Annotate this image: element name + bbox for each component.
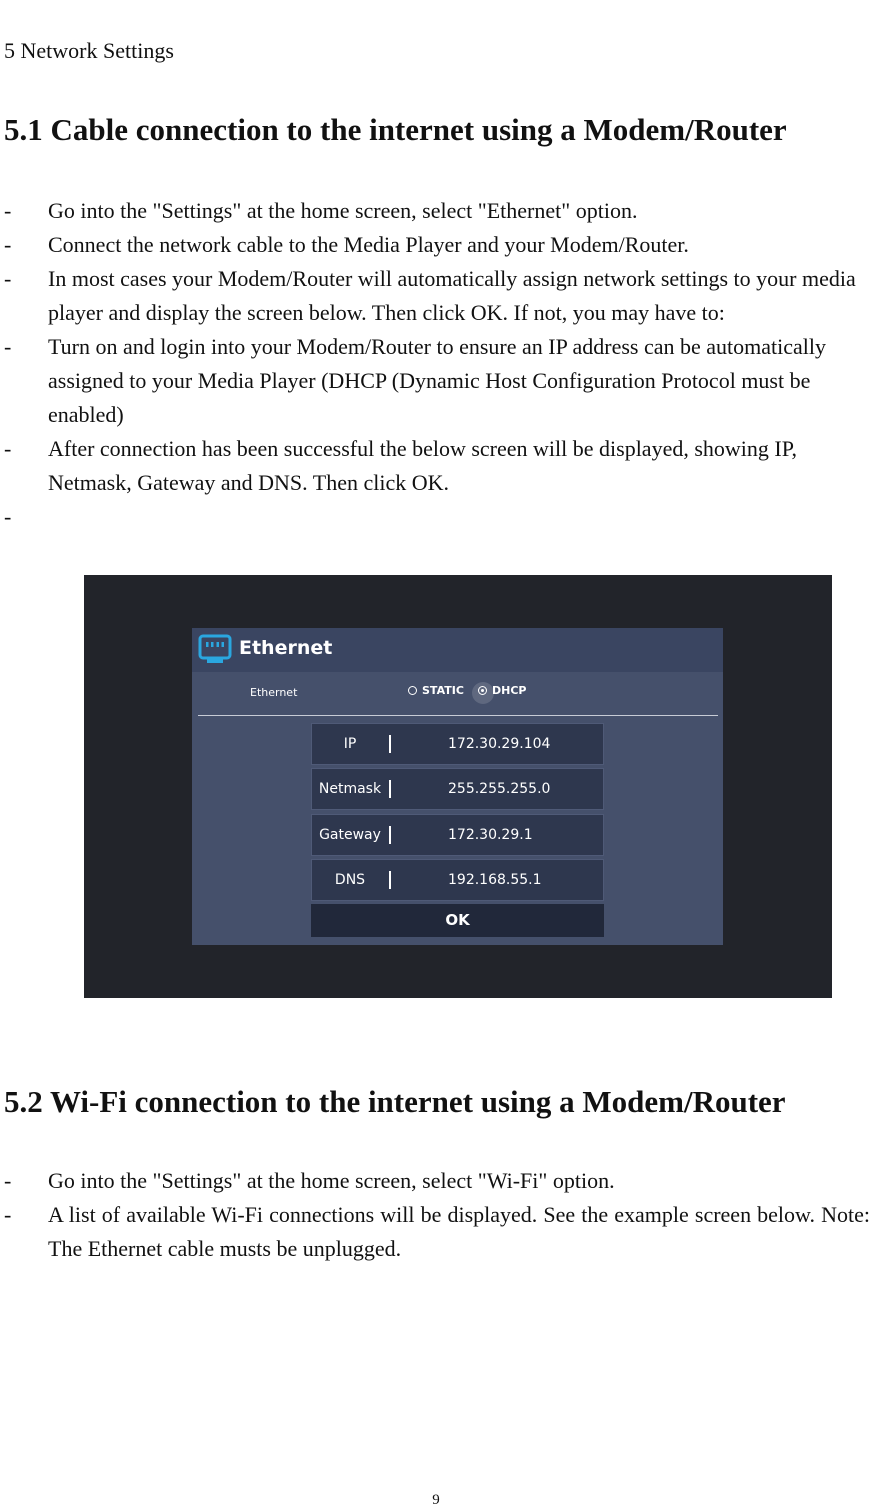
list-item: - Connect the network cable to the Media Player and your Modem/Router. xyxy=(4,232,689,257)
field-value: 255.255.255.0 xyxy=(448,781,551,797)
section-heading-cable: 5.1 Cable connection to the internet using a Modem/Router xyxy=(4,112,787,147)
list-item: - Go into the "Settings" at the home screen, select "Ethernet" option. xyxy=(4,198,638,223)
field-value: 172.30.29.104 xyxy=(448,736,551,752)
field-value: 192.168.55.1 xyxy=(448,872,542,888)
field-separator xyxy=(389,826,391,844)
radio-dhcp[interactable] xyxy=(478,684,526,697)
list-item: - After connection has been successful the below screen will be displayed, showing IP, Netmask, Gateway and DNS. Then click OK. xyxy=(4,436,798,495)
dialog-header xyxy=(192,628,723,672)
divider xyxy=(198,715,718,716)
ethernet-dialog xyxy=(192,628,723,945)
list-item: - Go into the "Settings" at the home screen, select "Wi-Fi" option. xyxy=(4,1168,615,1193)
field-separator xyxy=(389,735,391,753)
list-item: - In most cases your Modem/Router will automatically assign network settings to your media player and display the screen below. Then click OK. If not, you may have to: xyxy=(4,266,856,325)
field-label: Gateway xyxy=(319,827,381,843)
page-number: 9 xyxy=(432,1492,440,1508)
list-item: - Turn on and login into your Modem/Router to ensure an IP address can be automatically assigned to your Media Player (DHCP (Dynamic Host Configuration Protocol must be enabled) xyxy=(4,334,827,427)
field-label: DNS xyxy=(334,872,366,888)
field-separator xyxy=(389,871,391,889)
dns-field[interactable] xyxy=(311,859,604,901)
wifi-steps-list xyxy=(0,1164,870,1266)
gateway-field[interactable] xyxy=(311,814,604,856)
field-value: 172.30.29.1 xyxy=(448,827,533,843)
radio-dhcp-label: DHCP xyxy=(492,684,527,697)
section-heading-wifi: 5.2 Wi-Fi connection to the internet using a Modem/Router xyxy=(4,1084,786,1119)
radio-static-label: STATIC xyxy=(422,684,464,697)
chapter-title: 5 Network Settings xyxy=(4,38,174,63)
radio-circle-icon xyxy=(408,686,417,695)
list-item: - A list of available Wi-Fi connections will be displayed. See the example screen below. Note: The Ethernet cable musts be unplugged. xyxy=(4,1202,870,1261)
ok-button[interactable]: OK xyxy=(311,904,604,937)
dialog-title: Ethernet xyxy=(239,637,333,659)
netmask-field[interactable] xyxy=(311,768,604,810)
radio-static[interactable] xyxy=(408,684,464,697)
field-label: Netmask xyxy=(318,781,382,797)
ethernet-port-icon xyxy=(198,634,232,664)
field-label: IP xyxy=(343,736,357,752)
field-separator xyxy=(389,780,391,798)
cable-steps-list: - Go into the "Settings" at the home screen, select "Ethernet" option. - Connect the network cable to the Media Player and your Modem/Router. - In most cases your Modem/Router will automatically assign network settings to your media player and display the screen below. Then click OK. If not, you may have to: - Turn on and login into your Modem/Router to ensure an IP address can be automatically assigned to your Media Player (DHCP (Dynamic Host Configuration Protocol must be enabled) - After connection has been successful the below screen will be displayed, showing IP, Netmask, Gateway and DNS. Then click OK. - xyxy=(0,194,870,500)
ethernet-screenshot xyxy=(84,575,832,998)
mode-label: Ethernet xyxy=(250,686,298,699)
ip-field[interactable] xyxy=(311,723,604,765)
radio-selected-icon xyxy=(478,686,487,695)
